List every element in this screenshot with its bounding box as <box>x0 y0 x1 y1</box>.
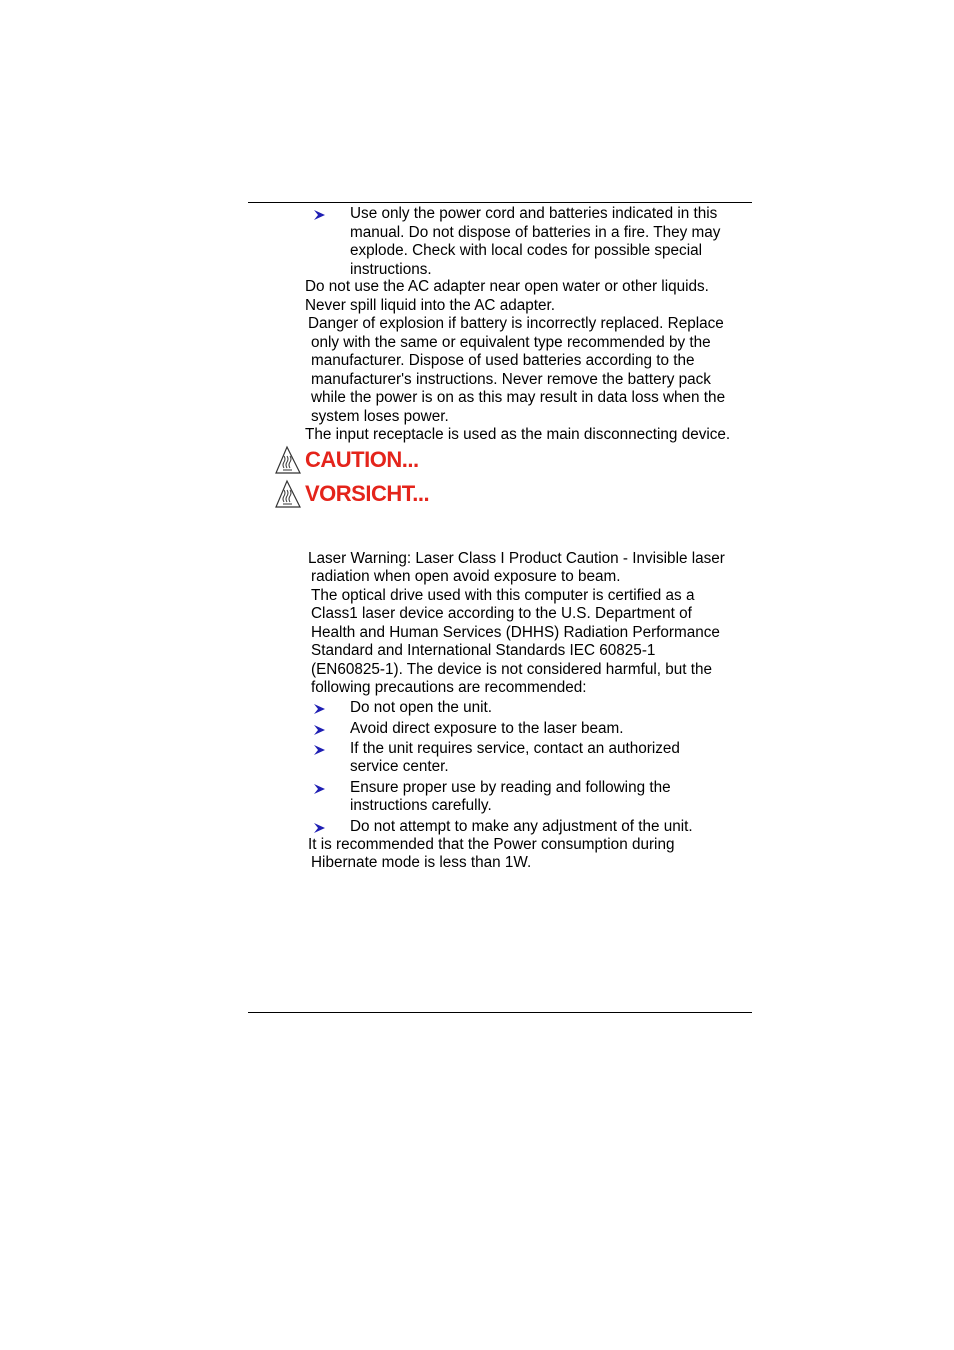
bullet-line: instructions. <box>350 260 432 278</box>
optical-drive-line: following precautions are recommended: <box>311 679 587 696</box>
hibernate-line: It is recommended that the Power consumption during <box>308 836 675 853</box>
optical-drive-line: Class1 laser device according to the U.S. Department of <box>311 605 692 622</box>
bullet-line: manual. Do not dispose of batteries in a fire. They may <box>350 223 721 241</box>
explosion-line: manufacturer's instructions. Never remove the battery pack <box>311 371 711 388</box>
explosion-line: while the power is on as this may result in data loss when the <box>311 389 726 406</box>
optical-drive-line: The optical drive used with this computer is certified as a <box>311 587 695 604</box>
bottom-rule <box>248 1012 752 1013</box>
optical-drive-line: Standard and International Standards IEC 60825-1 <box>311 642 656 659</box>
top-rule <box>248 202 752 203</box>
arrow-bullet-icon <box>313 821 327 835</box>
precaution-item: Do not attempt to make any adjustment of the unit. <box>350 818 693 835</box>
ac-adapter-line: Never spill liquid into the AC adapter. <box>305 297 555 314</box>
hot-surface-warning-icon <box>274 479 302 509</box>
precaution-item: Avoid direct exposure to the laser beam. <box>350 720 624 737</box>
precaution-item: Ensure proper use by reading and following the <box>350 779 671 796</box>
precaution-item: instructions carefully. <box>350 797 492 814</box>
bullet-line: explode. Check with local codes for possible special <box>350 242 703 259</box>
optical-drive-line: (EN60825-1). The device is not considered harmful, but the <box>311 661 713 678</box>
laser-warning-line: Laser Warning: Laser Class I Product Caution - Invisible laser <box>308 550 725 567</box>
arrow-bullet-icon <box>313 743 327 757</box>
explosion-line: system loses power. <box>311 408 449 425</box>
bullet-line: Use only the power cord and batteries indicated in this <box>350 205 718 222</box>
explosion-line: manufacturer. Dispose of used batteries according to the <box>311 352 695 369</box>
hot-surface-warning-icon <box>274 445 302 475</box>
arrow-bullet-icon <box>313 782 327 796</box>
explosion-line: Danger of explosion if battery is incorrectly replaced. Replace <box>308 315 724 332</box>
caution-label: CAUTION... <box>305 447 419 472</box>
precaution-item: Do not open the unit. <box>350 699 493 716</box>
vorsicht-label: VORSICHT... <box>305 481 430 506</box>
optical-drive-line: Health and Human Services (DHHS) Radiation Performance <box>311 624 720 641</box>
explosion-line: only with the same or equivalent type recommended by the <box>311 334 711 351</box>
input-receptacle-line: The input receptacle is used as the main disconnecting device. <box>305 426 731 443</box>
laser-warning-line: radiation when open avoid exposure to beam. <box>311 568 621 585</box>
arrow-bullet-icon <box>313 702 327 716</box>
precaution-item: If the unit requires service, contact an authorized <box>350 740 680 757</box>
ac-adapter-line: Do not use the AC adapter near open water or other liquids. <box>305 278 709 295</box>
precaution-item: service center. <box>350 758 449 775</box>
hibernate-line: Hibernate mode is less than 1W. <box>311 854 532 871</box>
arrow-bullet-icon <box>313 208 327 222</box>
arrow-bullet-icon <box>313 723 327 737</box>
